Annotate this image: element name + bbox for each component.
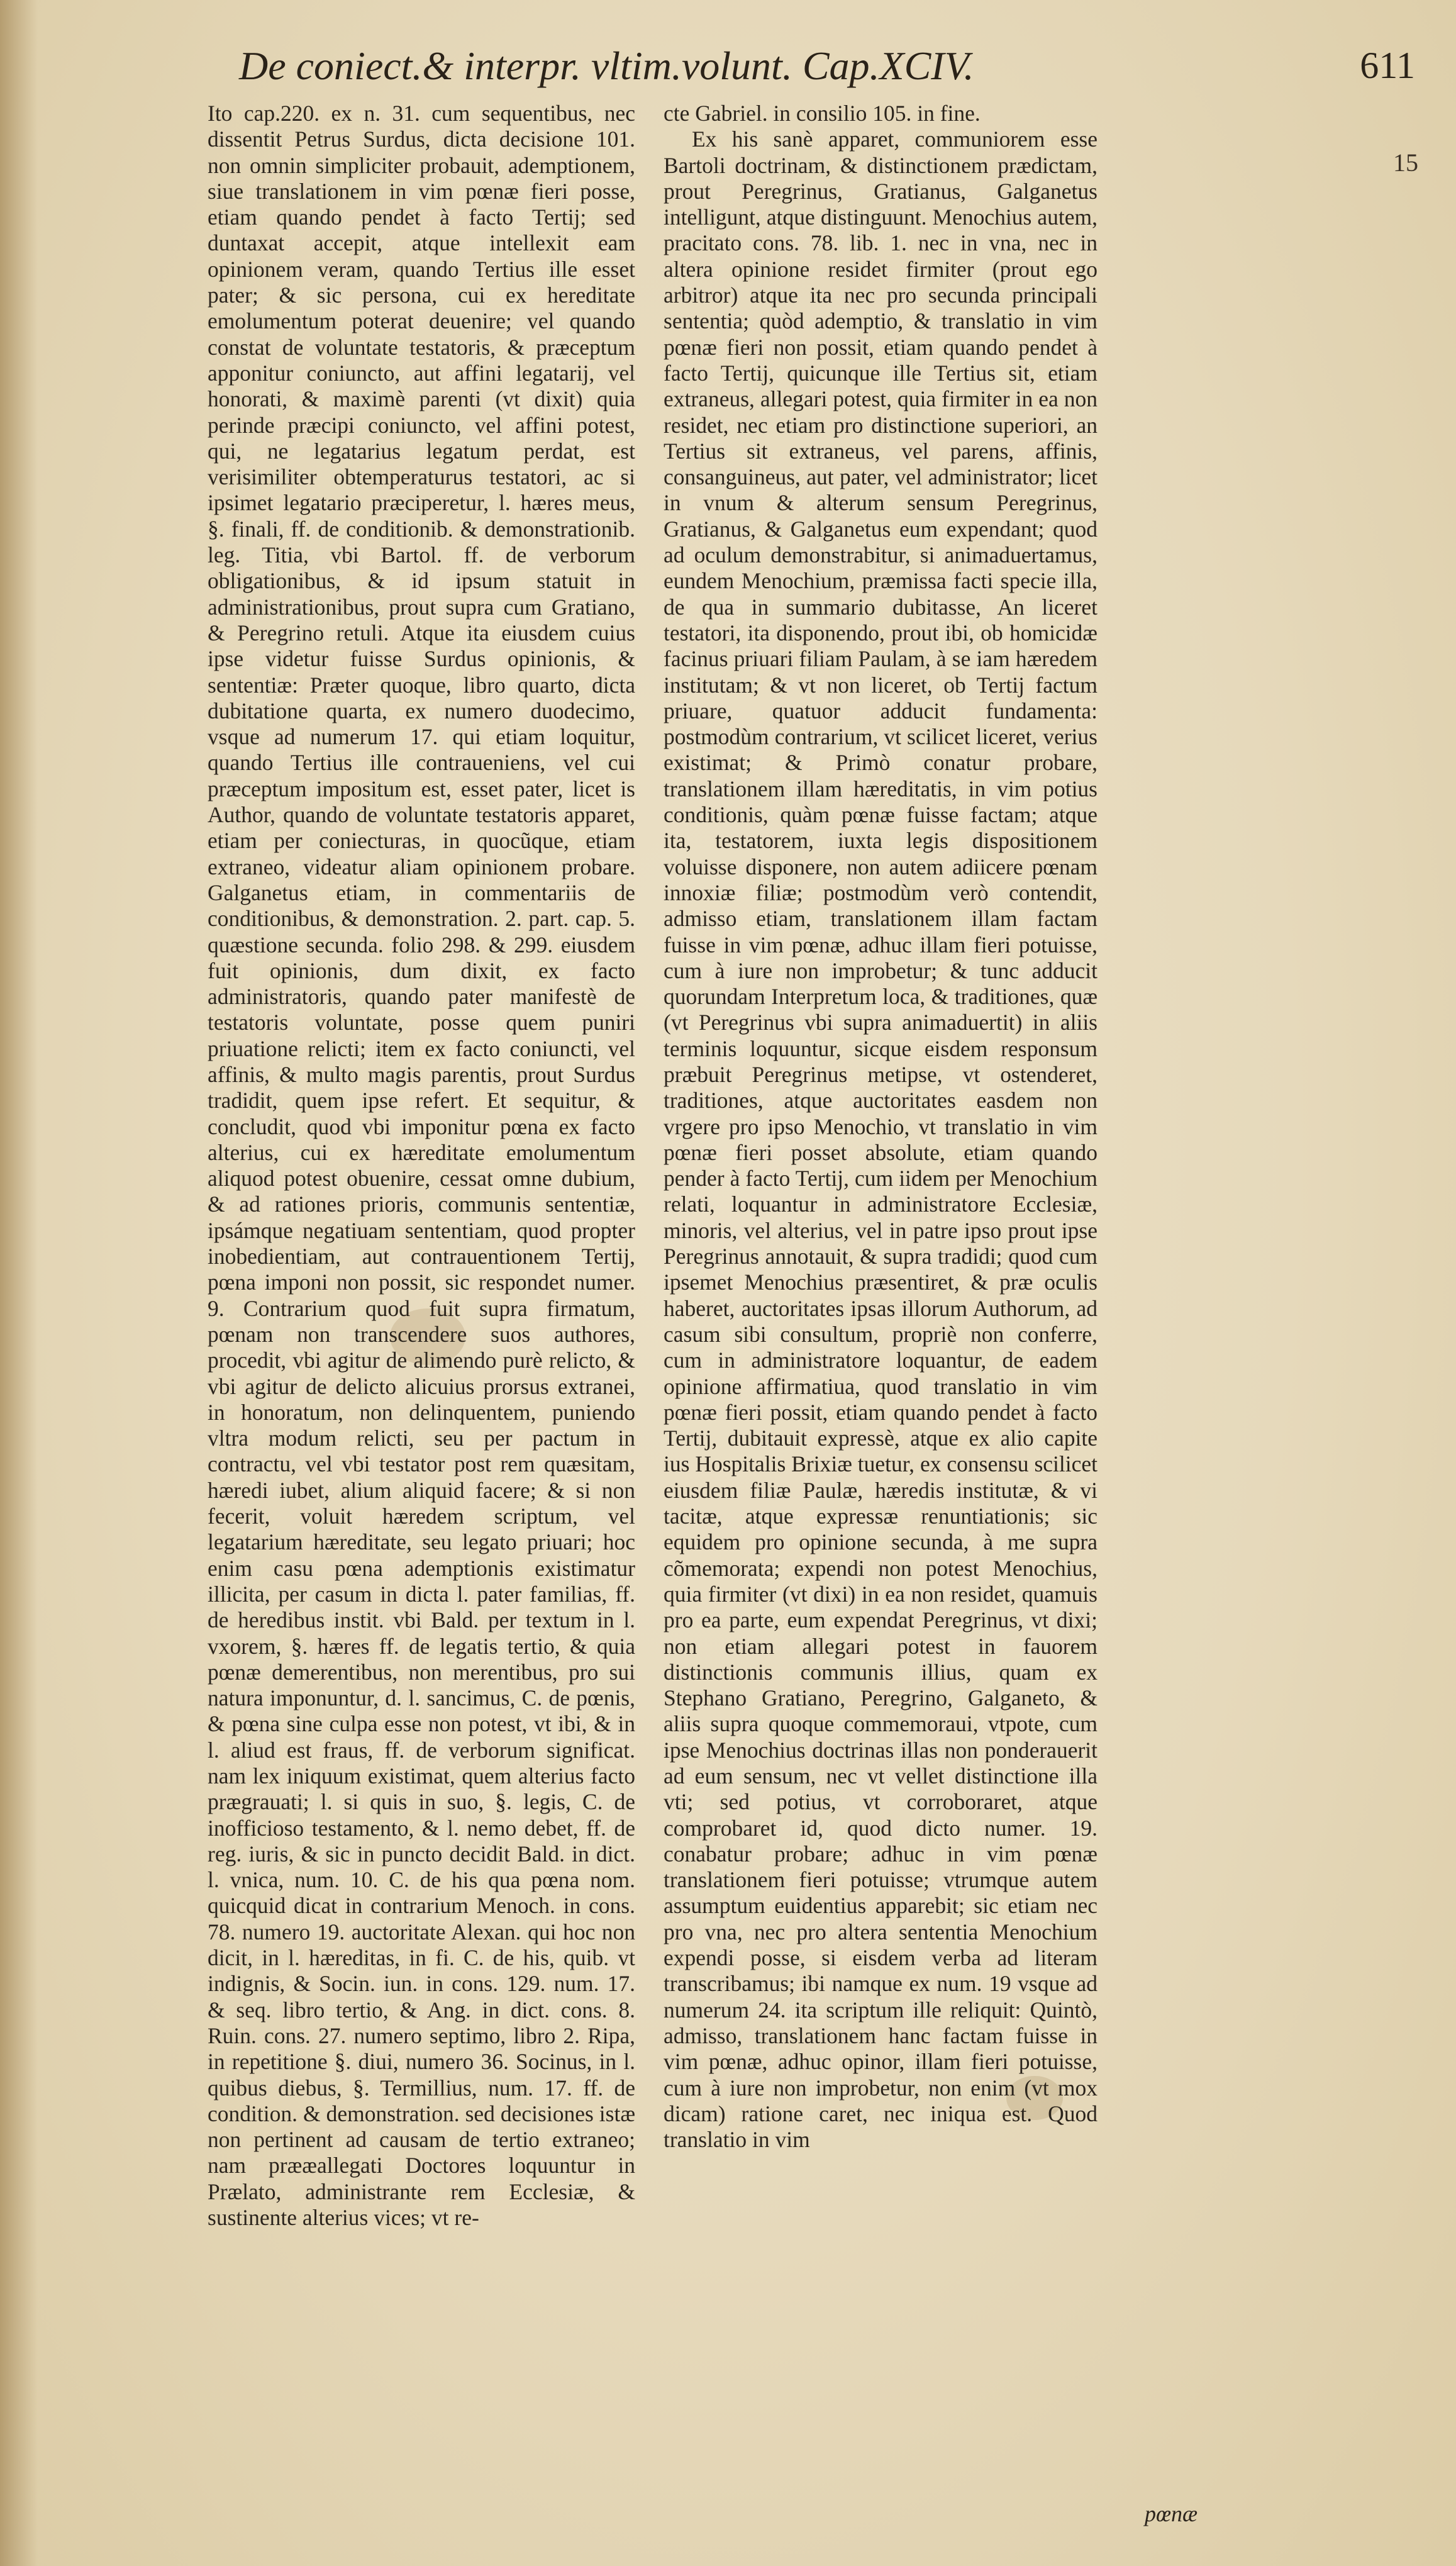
right-paragraph: Ex his sanè apparet, communiorem esse Bartoli doctrinam, & distinctionem prædictam, prout Peregrinus, Gratianus, Galganetus intelligunt, atque distinguunt. Menochius autem, pracitato cons. 78. lib. 1. nec in vna, nec in altera opinione residet firmiter (prout ego arbitror) atque ita nec pro secunda principali sententia; quòd ademptio, & translatio in vim pœnæ fieri non possit, etiam quando pendet à facto Tertij, quicunque ille Tertius sit, etiam extraneus, allegari potest, quia firmiter in ea non residet, nec etiam pro distinctione superiori, an Tertius sit extraneus, vel parens, affinis, consanguineus, aut pater, vel administrator; licet in vnum & alterum sensum Peregrinus, Gratianus, & Galganetus eum expendant; quod ad oculum demonstrabitur, si animaduertamus, eundem Menochium, præmissa facti specie illa, de qua in summario dubitasse, An liceret testatori, ita disponendo, prout ibi, ob homicidæ facinus priuari filiam Paulam, à se iam hæredem institutam; & vt non liceret, ob Tertij factum priuare, quatuor adducit fundamenta: postmodùm contrarium, vt scilicet liceret, verius existimat; & Primò conatur probare, translationem illam hæreditatis, in vim potius conditionis, quàm pœnæ fuisse factam; atque ita, testatorem, iuxta legis dispositionem voluisse disponere, non autem adiicere pœnam innoxiæ filiæ; postmodùm verò contendit, admisso etiam, translationem illam factam fuisse in vim pœnæ, adhuc illam fieri potuisse, cum à iure non improbetur; & tunc adducit quorundam Interpretum loca, & traditiones, quæ (vt Peregrinus vbi supra animaduertit) in aliis terminis loquuntur, sicque eisdem responsum præbuit Peregrinus metipse, vt ostenderet, traditiones, atque auctoritates easdem non vrgere pro ipso Menochio, vt translatio in vim pœnæ fieri posset absolute, etiam quando pender à facto Tertij, cum iidem per Menochium relati, loquantur in administratore Ecclesiæ, minoris, vel alterius, vel in patre ipso prout ipse Peregrinus annotauit, & supra tradidi; quod cum ipsemet Menochius præsentiret, & præ oculis haberet, auctoritates ipsas illorum Authorum, ad casum sibi consultum, propriè non conferre, cum in administratore loquantur, de eadem opinione affirmatiua, quod translatio in vim pœnæ fieri possit, etiam quando pendet à facto Tertij, dubitauit expressè, atque ex alio capite ius Hospitalis Brixiæ tuetur, ex consensu scilicet eiusdem filiæ Paulæ, hæredis institutæ, & vi tacitæ, atque expressæ renuntiationis; sic equidem pro opinione secunda, à me supra cõmemorata; expendi non potest Menochius, quia firmiter (vt dixi) in ea non residet, quamuis pro ea parte, eum expendat Peregrinus, vt dixi; non etiam allegari potest in fauorem distinctionis communis illius, quam ex Stephano Gratiano, Peregrino, Galganeto, & aliis supra quoque commemoraui, vtpote, cum ipse Menochius doctrinas illas non ponderauerit ad eum sensum, nec vt vellet distinctione illa vti; sed potius, vt corroboraret, atque comprobaret id, quod dicto numer. 19. conabatur probare; adhuc in vim pœnæ translationem fieri potuisse; vtrumque autem assumptum euidentius apparebit; sic etiam nec pro vna, nec pro altera sententia Menochium expendi posse, si eisdem verba ad literam transcribamus; ibi namque ex num. 19 vsque ad numerum 24. ita scriptum ille reliquit: Quintò, admisso, translationem hanc factam fuisse in vim pœnæ, adhuc opinor, illam fieri potuisse, cum à iure non improbetur, non enim (vt mox dicam) ratione caret, nec iniqua est. Quod translatio in vim: [664, 126, 1098, 2153]
page-edge-shadow: [0, 0, 38, 2566]
right-column: [664, 101, 1098, 2153]
left-column: [208, 101, 635, 2231]
running-title: De coniect.& interpr. vltim.volunt. Cap.XCIV.: [239, 43, 974, 88]
margin-number: 15: [1393, 148, 1418, 177]
right-paragraph-continuation: cte Gabriel. in consilio 105. in fine.: [664, 101, 981, 126]
left-paragraph: Ito cap.220. ex n. 31. cum sequentibus, nec dissentit Petrus Surdus, dicta decisione 101. non omnin simpliciter probauit, ademptionem, siue translationem in vim pœnæ fieri posse, etiam quando pendet à facto Tertij; sed duntaxat accepit, atque intellexit eam opinionem veram, quando Tertius ille esset pater; & sic persona, cui ex hereditate emolumentum poterat deuenire; vel quando constat de voluntate testatoris, & præceptum apponitur coniuncto, aut affini legatarij, vel honorati, & maximè parenti (vt dixit) quia perinde præcipi coniuncto, vel affini potest, qui, ne legatarius legatum perdat, est verisimiliter obtemperaturus testatori, ac si ipsimet legatario præciperetur, l. hæres meus, §. finali, ff. de conditionib. & demonstrationib. leg. Titia, vbi Bartol. ff. de verborum obligationibus, & id ipsum statuit in administrationibus, prout supra cum Gratiano, & Peregrino retuli. Atque ita eiusdem cuius ipse videtur fuisse Surdus opinionis, & sententiæ: Præter quoque, libro quarto, dicta dubitatione quarta, ex numero duodecimo, vsque ad numerum 17. qui etiam loquitur, quando Tertius ille contraueniens, vel cui præceptum impositum est, esset pater, licet is Author, quando de voluntate testatoris apparet, etiam per coniecturas, in quocũque, etiam extraneo, videatur aliam opinionem probare. Galganetus etiam, in commentariis de conditionibus, & demonstration. 2. part. cap. 5. quæstione secunda. folio 298. & 299. eiusdem fuit opinionis, dum dixit, ex facto administratoris, quando pater manifestè de testatoris voluntate, posse quem puniri priuatione relicti; item ex facto coniuncti, vel affinis, & multo magis parentis, prout Surdus tradidit, quem ipse refert. Et sequitur, & concludit, quod vbi imponitur pœna ex facto alterius, cui ex hæreditate emolumentum aliquod potest obuenire, cessat omne dubium, & ad rationes prioris, communis sententiæ, ipsámque negatiuam sententiam, quod propter inobedientiam, aut contrauentionem Tertij, pœna imponi non possit, sic respondet numer. 9. Contrarium quod fuit supra firmatum, pœnam non transcendere suos authores, procedit, vbi agitur de alimendo purè relicto, & vbi agitur de delicto alicuius prorsus extranei, in honoratum, non delinquentem, puniendo vltra modum relicti, seu per pactum in contractu, vel vbi testator post rem quæsitam, hæredi iubet, alium aliquid facere; & si non fecerit, voluit hæredem scriptum, vel legatarium hæreditate, seu legato priuari; hoc enim casu pœna ademptionis existimatur illicita, per casum in dicta l. pater familias, ff. de heredibus instit. vbi Bald. per textum in l. vxorem, §. hæres ff. de legatis tertio, & quia pœnæ demerentibus, non merentibus, pro sui natura imponuntur, d. l. sancimus, C. de pœnis, & pœna sine culpa esse non potest, vt ibi, & in l. aliud est fraus, ff. de verborum significat. nam lex iniquum existimat, quem alterius facto prægrauati; l. si quis in suo, §. legis, C. de inofficioso testamento, & l. nemo debet, ff. de reg. iuris, & sic in puncto decidit Bald. in dict. l. vnica, num. 10. C. de his qua pœna nom. quicquid dicat in contrarium Menoch. in cons. 78. numero 19. auctoritate Alexan. qui hoc non dicit, in l. hæreditas, in fi. C. de his, quib. vt indignis, & Socin. iun. in cons. 129. num. 17. & seq. libro tertio, & Ang. in dict. cons. 8. Ruin. cons. 27. numero septimo, libro 2. Ripa, in repetitione §. diui, numero 36. Socinus, in l. quibus diebus, §. Termillius, num. 17. ff. de condition. & demonstration. sed decisiones istæ non pertinent ad causam de tertio extraneo; nam prææallegati Doctores loquuntur in Prælato, administrante rem Ecclesiæ, & sustinente alterius vices; vt re-: [208, 101, 635, 2231]
catchword: pœnæ: [1145, 2501, 1198, 2526]
page-header: [226, 38, 1415, 94]
page-number: 611: [1360, 45, 1415, 86]
